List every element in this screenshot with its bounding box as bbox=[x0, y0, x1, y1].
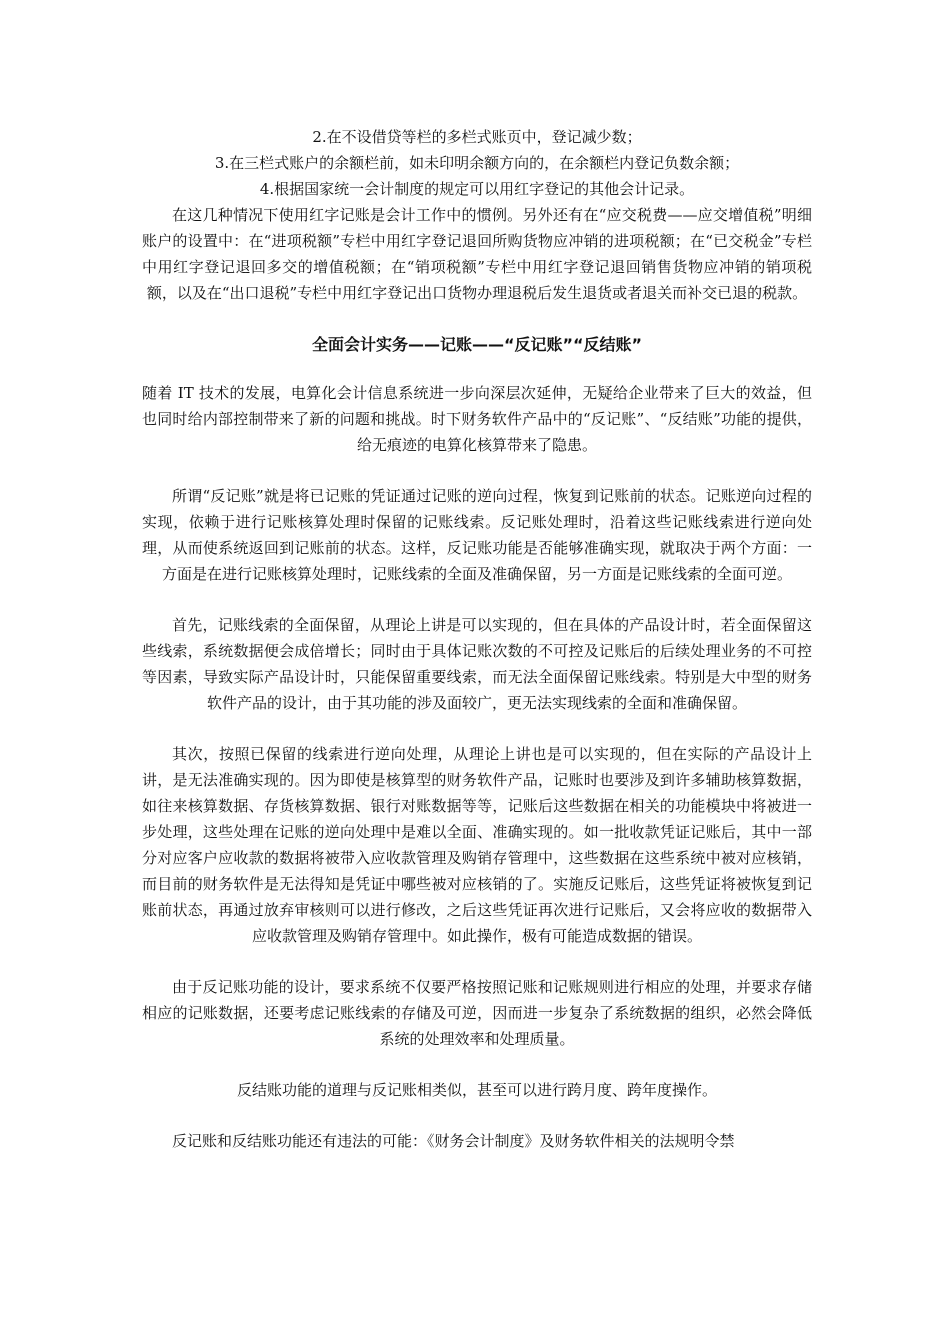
paragraph-gap bbox=[142, 716, 812, 741]
body-paragraph: 随着 IT 技术的发展，电算化会计信息系统进一步向深层次延伸，无疑给企业带来了巨大的效益，但也同时给内部控制带来了新的问题和挑战。时下财务软件产品中的“反记账”、“反结账”功能的提供，给无痕迹的电算化核算带来了隐患。 bbox=[142, 384, 812, 454]
body-paragraph: 由于反记账功能的设计，要求系统不仅要严格按照记账和记账规则进行相应的处理，并要求存储相应的记账数据，还要考虑记账线索的存储及可逆，因而进一步复杂了系统数据的组织，必然会降低系统的处理效率和处理质量。 bbox=[142, 978, 812, 1048]
list-item: 4.根据国家统一会计制度的规定可以用红字登记的其他会计记录。 bbox=[259, 180, 695, 198]
paragraph-gap bbox=[142, 458, 812, 483]
body-paragraph: 反结账功能的道理与反记账相类似，甚至可以进行跨月度、跨年度操作。 bbox=[236, 1081, 717, 1099]
intro-paragraph: 在这几种情况下使用红字记账是会计工作中的惯例。另外还有在“应交税费——应交增值税”明细账户的设置中：在“进项税额”专栏中用红字登记退回所购货物应冲销的进项税额；在“已交税金”专栏中用红字登记退回多交的增值税额；在“销项税额”专栏中用红字登记退回销售货物应冲销的销项税额，以及在“出口退税”专栏中用红字登记出口货物办理退税后发生退货或者退关而补交已退的税款。 bbox=[142, 206, 812, 302]
body-paragraph: 反记账和反结账功能还有违法的可能：《财务会计制度》及财务软件相关的法规明令禁 bbox=[172, 1132, 735, 1150]
paragraph-gap bbox=[142, 1052, 812, 1077]
list-item: 3.在三栏式账户的余额栏前，如未印明余额方向的，在余额栏内登记负数余额； bbox=[214, 154, 740, 172]
document-page bbox=[142, 124, 812, 1154]
body-paragraph: 所谓“反记账”就是将已记账的凭证通过记账的逆向过程，恢复到记账前的状态。记账逆向过程的实现，依赖于进行记账核算处理时保留的记账线索。反记账处理时，沿着这些记账线索进行逆向处理，从而使系统返回到记账前的状态。这样，反记账功能是否能够准确实现，就取决于两个方面：一方面是在进行记账核算处理时，记账线索的全面及准确保留，另一方面是记账线索的全面可逆。 bbox=[142, 487, 812, 583]
paragraph-gap bbox=[142, 587, 812, 612]
list-item: 2.在不设借贷等栏的多栏式账页中，登记减少数； bbox=[312, 128, 642, 146]
body-paragraph: 首先，记账线索的全面保留，从理论上讲是可以实现的，但在具体的产品设计时，若全面保留这些线索，系统数据便会成倍增长；同时由于具体记账次数的不可控及记账后的后续处理业务的不可控等因素，导致实际产品设计时，只能保留重要线索，而无法全面保留记账线索。特别是大中型的财务软件产品的设计，由于其功能的涉及面较广，更无法实现线索的全面和准确保留。 bbox=[142, 616, 812, 712]
section-title: 全面会计实务——记账——“反记账”“反结账” bbox=[311, 335, 643, 354]
body-paragraph: 其次，按照已保留的线索进行逆向处理，从理论上讲也是可以实现的，但在实际的产品设计上讲，是无法准确实现的。因为即使是核算型的财务软件产品，记账时也要涉及到许多辅助核算数据，如往来核算数据、存货核算数据、银行对账数据等等，记账后这些数据在相关的功能模块中将被进一步处理，这些处理在记账的逆向处理中是难以全面、准确实现的。如一批收款凭证记账后，其中一部分对应客户应收款的数据将被带入应收款管理及购销存管理中，这些数据在这些系统中被对应核销，而目前的财务软件是无法得知是凭证中哪些被对应核销的了。实施反记账后，这些凭证将被恢复到记账前状态，再通过放弃审核则可以进行修改，之后这些凭证再次进行记账后，又会将应收的数据带入应收款管理及购销存管理中。如此操作，极有可能造成数据的错误。 bbox=[142, 745, 812, 945]
paragraph-gap bbox=[142, 949, 812, 974]
paragraph-gap bbox=[142, 1103, 812, 1128]
